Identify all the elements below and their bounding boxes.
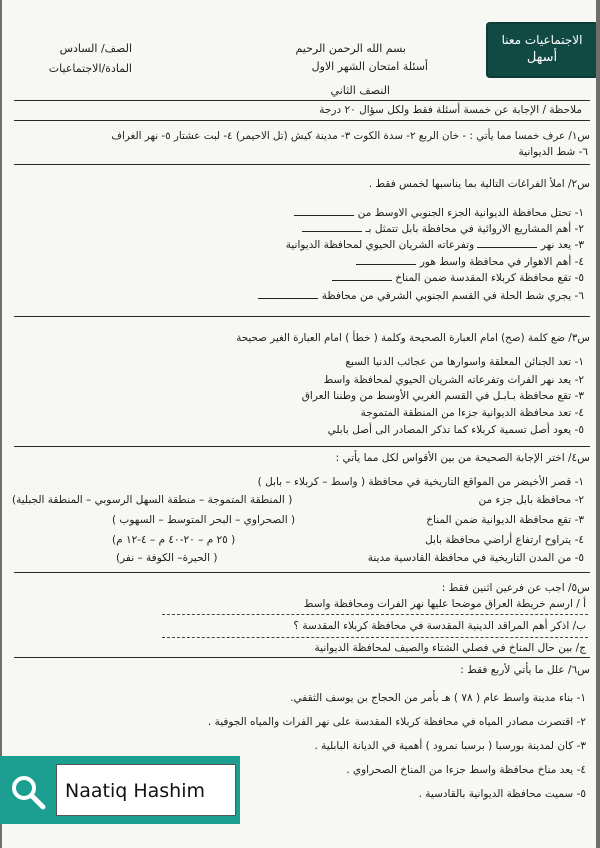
basmala: بسم الله الرحمن الرحيم	[295, 42, 406, 55]
q2-divider	[14, 316, 590, 317]
q2-item: ١- تحتل محافظة الديوانية الجزء الجنوبي الاوسط من	[294, 207, 584, 219]
q5-prompt: س٥/ اجب عن فرعين اثنين فقط :	[441, 582, 590, 594]
search-bar[interactable]	[0, 756, 240, 824]
semester: النصف الثاني	[330, 84, 390, 97]
q4-options: ( المنطقة المتموجة – منطقة السهل الرسوبي – المنطقة الجبلية)	[12, 494, 293, 506]
q2-prompt: س٢/ املأ الفراغات التالية بما يناسبها لخمس فقط .	[368, 178, 590, 190]
q6-item: ٤- يعد مناخ محافظة واسط جزءا من المناخ الصحراوي .	[346, 764, 586, 776]
q5-item: ب/ اذكر أهم المراقد الدينية المقدسة في محافظة كربلاء المقدسة ؟	[293, 620, 586, 632]
q1-divider	[14, 164, 590, 165]
q5-item: ج/ بين حال المناخ في فصلي الشتاء والصيف لمحافظة الديوانية	[314, 642, 586, 654]
q2-item: ٢- أهم المشاريع الاروائية في محافظة بابل تتمثل بـ	[302, 223, 584, 235]
q2-item: ٦- يجري شط الحلة في القسم الجنوبي الشرقي من محافظة	[258, 290, 584, 302]
q6-item: ٢- اقتصرت مصادر المياه في محافظة كربلاء المقدسة على نهر الفرات والمياه الجوفية .	[207, 716, 586, 728]
q4-divider	[14, 572, 590, 573]
exam-paper	[2, 0, 596, 848]
q4-options: ( ٢٥ م – ٢٠-٤٠ م – ٤-١٢ م)	[112, 534, 236, 546]
q4-item: ٢- محافظة بابل جزء من	[478, 494, 584, 506]
subject-label: المادة/الاجتماعيات	[48, 62, 132, 75]
q6-item: ٣- كان لمدينة بورسبا ( برسبا نمرود ) أهمية في الديانة البابلية .	[314, 740, 586, 752]
q3-item: ٤- تعد محافظة الديوانية جزءا من المنطقة المتموجة	[360, 407, 584, 419]
q3-divider	[14, 446, 590, 447]
q4-item: ٣- تقع محافظة الديوانية ضمن المناخ	[426, 514, 584, 526]
q3-item: ٣- تقع محافظة بـابـل في القسم الغربي الأوسط من وطننا العراق	[301, 390, 584, 402]
q5-item: أ / ارسم خريطة العراق موضحا عليها نهر الفرات ومحافظة واسط	[303, 598, 586, 610]
q3-item: ١- تعد الجنائن المعلقة واسوارها من عجائب الدنيا السبع	[345, 356, 584, 368]
q6-prompt: س٦/ علل ما يأتي لأربع فقط :	[460, 664, 590, 676]
dashed-separator	[162, 637, 588, 638]
grade-label: الصف/ السادس	[59, 42, 132, 55]
q4-item: ١- قصر الأخيضر من المواقع التاريخية في محافظة ( واسط – كربلاء – بابل )	[257, 476, 584, 488]
q4-item: ٤- يتراوح ارتفاع أراضي محافظة بابل	[425, 534, 584, 546]
note-divider	[14, 120, 590, 121]
logo-line2: أسهل	[526, 50, 558, 65]
q3-prompt: س٣/ ضع كلمة (صح) امام العبارة الصحيحة وكلمة ( خطأ ) امام العبارة الغير صحيحة	[236, 332, 590, 344]
search-icon[interactable]	[8, 772, 48, 812]
q4-item: ٥- من المدن التاريخية في محافظة القادسية مدينة	[367, 552, 584, 564]
q5-divider	[14, 657, 590, 658]
q2-item: ٥- تقع محافظة كربلاء المقدسة ضمن المناخ	[332, 272, 584, 284]
dashed-separator	[162, 614, 588, 615]
q2-item: ٣- يعد نهر وتفرعاته الشريان الحيوي لمحافظة الديوانية	[285, 239, 584, 251]
q2-item: ٤- أهم الاهوار في محافظة واسط هور	[356, 256, 584, 268]
q1-prompt: س١/ عرف خمسا مما يأتي : - خان الربع ٢- سدة الكوت ٣- مدينة كيش (تل الاحيمر) ٤- لبت عشتار ٥- نهر الغراف	[111, 130, 590, 142]
q3-item: ٢- يعد نهر الفرات وتفرعاته الشريان الحيوي لمحافظة واسط	[323, 374, 584, 386]
q4-options: ( الحيرة– الكوفة – نفر)	[116, 552, 218, 564]
header-divider	[14, 100, 590, 101]
channel-logo	[486, 22, 596, 78]
q6-item: ١- بناء مدينة واسط عام ( ٧٨ ) هـ بأمر من الحجاج بن يوسف الثقفي.	[290, 692, 586, 704]
search-text[interactable]: Naatiq Hashim	[56, 764, 236, 816]
exam-note: ملاحظة / الإجابة عن خمسة أسئلة فقط ولكل سؤال ٢٠ درجة	[319, 104, 582, 116]
q4-prompt: س٤/ اختر الإجابة الصحيحة من بين الأقواس لكل مما يأتي :	[335, 452, 590, 464]
logo-line1: الاجتماعيات معنا	[501, 33, 583, 47]
q1-continuation: ٦- شط الديوانية	[518, 146, 588, 158]
q3-item: ٥- يعود أصل تسمية كربلاء كما تذكر المصادر الى أصل بابلي	[327, 424, 584, 436]
exam-title: أسئلة امتحان الشهر الاول	[311, 60, 428, 73]
q6-item: ٥- سميت محافظة الديوانية بالقادسية .	[418, 788, 586, 800]
q4-options: ( الصحراوي – البحر المتوسط – السهوب )	[112, 514, 296, 526]
